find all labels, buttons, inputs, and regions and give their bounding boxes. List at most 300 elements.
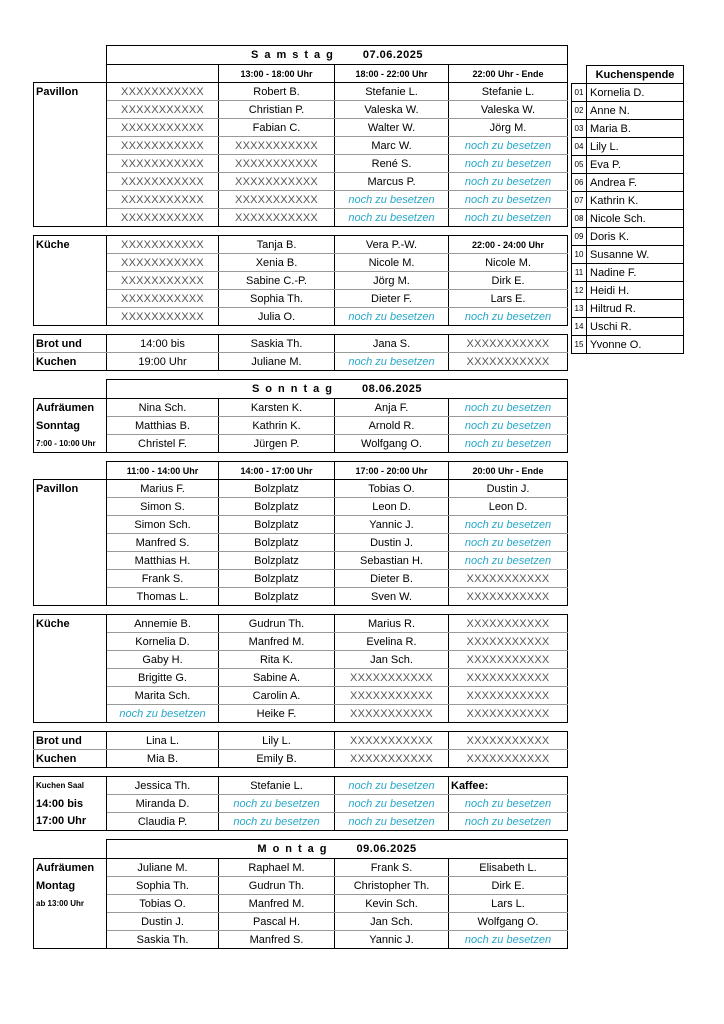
shift-cell: Bolzplatz xyxy=(219,588,335,606)
time-header: 11:00 - 14:00 Uhr xyxy=(107,462,219,480)
shift-cell: Matthias H. xyxy=(107,552,219,570)
time-header: 14:00 - 17:00 Uhr xyxy=(219,462,335,480)
aufraeumen-row xyxy=(34,913,568,931)
shift-cell: noch zu besetzen xyxy=(449,209,568,227)
shift-cell: Christel F. xyxy=(107,435,219,453)
kaffee-label: Kaffee: xyxy=(449,777,568,795)
shift-cell: Christopher Th. xyxy=(335,877,449,895)
entry-name: Eva P. xyxy=(587,156,684,174)
spacer xyxy=(34,723,568,732)
row-label xyxy=(34,651,107,669)
shift-cell: Jan Sch. xyxy=(335,913,449,931)
shift-cell: noch zu besetzen xyxy=(449,516,568,534)
kueche-row xyxy=(34,290,568,308)
saturday-title-row xyxy=(34,46,568,65)
shift-cell: XXXXXXXXXXX xyxy=(107,236,219,254)
shift-cell: 14:00 bis xyxy=(107,335,219,353)
shift-cell: noch zu besetzen xyxy=(335,813,449,831)
entry-number: 02 xyxy=(572,102,587,120)
row-label: 17:00 Uhr xyxy=(34,813,107,831)
kuchenspende-row xyxy=(572,192,684,210)
shift-cell: Kathrin K. xyxy=(219,417,335,435)
shift-cell: noch zu besetzen xyxy=(449,191,568,209)
shift-cell: Nina Sch. xyxy=(107,399,219,417)
shift-cell: noch zu besetzen xyxy=(449,155,568,173)
shift-cell: Kornelia D. xyxy=(107,633,219,651)
shift-cell: noch zu besetzen xyxy=(335,795,449,813)
shift-cell: Jörg M. xyxy=(449,119,568,137)
aufraeumen-row xyxy=(34,877,568,895)
shift-cell: XXXXXXXXXXX xyxy=(449,353,568,371)
time-header-row xyxy=(34,462,568,480)
shift-cell: Jürgen P. xyxy=(219,435,335,453)
entry-name: Maria B. xyxy=(587,120,684,138)
row-label: Brot und xyxy=(34,335,107,353)
shift-cell: XXXXXXXXXXX xyxy=(449,633,568,651)
shift-cell: XXXXXXXXXXX xyxy=(335,732,449,750)
monday-title-row xyxy=(34,840,568,859)
shift-cell: XXXXXXXXXXX xyxy=(449,669,568,687)
shift-cell: XXXXXXXXXXX xyxy=(107,173,219,191)
kuchenspende-row xyxy=(572,318,684,336)
row-label: Küche xyxy=(34,615,107,633)
kueche-row xyxy=(34,272,568,290)
shift-cell: noch zu besetzen xyxy=(449,931,568,949)
kueche-row xyxy=(34,615,568,633)
shift-cell: Pascal H. xyxy=(219,913,335,931)
shift-cell: Valeska W. xyxy=(335,101,449,119)
row-label: Pavillon xyxy=(34,480,107,498)
row-label xyxy=(34,308,107,326)
day-name: Samstag xyxy=(251,49,339,61)
kuchenspende-row xyxy=(572,138,684,156)
shift-cell: noch zu besetzen xyxy=(449,534,568,552)
shift-cell: Miranda D. xyxy=(107,795,219,813)
shift-cell: Dustin J. xyxy=(449,480,568,498)
shift-cell: Tobias O. xyxy=(107,895,219,913)
shift-cell: Dieter B. xyxy=(335,570,449,588)
shift-cell: Walter W. xyxy=(335,119,449,137)
entry-number: 06 xyxy=(572,174,587,192)
row-label: Brot und xyxy=(34,732,107,750)
shift-cell: noch zu besetzen xyxy=(335,209,449,227)
row-label xyxy=(34,705,107,723)
shift-cell: XXXXXXXXXXX xyxy=(107,101,219,119)
row-label xyxy=(34,254,107,272)
shift-cell: Rita K. xyxy=(219,651,335,669)
shift-cell: XXXXXXXXXXX xyxy=(335,750,449,768)
spacer xyxy=(34,326,568,335)
shift-cell: Tobias O. xyxy=(335,480,449,498)
spacer xyxy=(34,831,568,840)
shift-cell: Frank S. xyxy=(107,570,219,588)
row-label: Kuchen Saal xyxy=(34,777,107,795)
shift-cell: Gudrun Th. xyxy=(219,615,335,633)
shift-cell: XXXXXXXXXXX xyxy=(107,155,219,173)
row-label: ab 13:00 Uhr xyxy=(34,895,107,913)
shift-cell: Marius F. xyxy=(107,480,219,498)
day-title xyxy=(107,46,568,65)
entry-number: 04 xyxy=(572,138,587,156)
shift-cell: Vera P.-W. xyxy=(335,236,449,254)
pavillon-row xyxy=(34,83,568,101)
row-label: Kuchen xyxy=(34,353,107,371)
shift-cell: Raphael M. xyxy=(219,859,335,877)
shift-cell: Tanja B. xyxy=(219,236,335,254)
row-label: 14:00 bis xyxy=(34,795,107,813)
shift-cell: noch zu besetzen xyxy=(335,191,449,209)
row-label xyxy=(34,290,107,308)
shift-cell: Gudrun Th. xyxy=(219,877,335,895)
time-header: 13:00 - 18:00 Uhr xyxy=(219,65,335,83)
shift-cell: Yannic J. xyxy=(335,516,449,534)
shift-cell: Yannic J. xyxy=(335,931,449,949)
shift-cell: XXXXXXXXXXX xyxy=(107,254,219,272)
shift-cell: Lars L. xyxy=(449,895,568,913)
spacer xyxy=(34,831,568,840)
entry-number: 08 xyxy=(572,210,587,228)
shift-cell: noch zu besetzen xyxy=(449,813,568,831)
row-label xyxy=(34,137,107,155)
row-label: Montag xyxy=(34,877,107,895)
entry-number: 14 xyxy=(572,318,587,336)
shift-cell: XXXXXXXXXXX xyxy=(449,570,568,588)
shift-cell: noch zu besetzen xyxy=(449,173,568,191)
shift-cell: Stefanie L. xyxy=(335,83,449,101)
entry-name: Uschi R. xyxy=(587,318,684,336)
kuchenspende-row xyxy=(572,120,684,138)
spacer xyxy=(34,768,568,777)
kueche-row xyxy=(34,254,568,272)
entry-name: Hiltrud R. xyxy=(587,300,684,318)
day-title xyxy=(107,840,568,859)
shift-cell: Saskia Th. xyxy=(107,931,219,949)
shift-cell: XXXXXXXXXXX xyxy=(219,137,335,155)
saal-row xyxy=(34,813,568,831)
spacer xyxy=(34,326,568,335)
entry-number: 10 xyxy=(572,246,587,264)
schedule xyxy=(33,45,568,949)
shift-cell: Emily B. xyxy=(219,750,335,768)
spacer xyxy=(34,453,568,462)
shift-cell: XXXXXXXXXXX xyxy=(219,191,335,209)
shift-cell: Sven W. xyxy=(335,588,449,606)
row-label xyxy=(34,913,107,931)
shift-cell: Thomas L. xyxy=(107,588,219,606)
shift-cell: XXXXXXXXXXX xyxy=(219,155,335,173)
kueche-row xyxy=(34,687,568,705)
shift-cell: XXXXXXXXXXX xyxy=(449,687,568,705)
day-date: 09.06.2025 xyxy=(356,843,417,855)
pavillon-row xyxy=(34,191,568,209)
aufraeumen-row xyxy=(34,417,568,435)
shift-cell: noch zu besetzen xyxy=(449,552,568,570)
row-label: 7:00 - 10:00 Uhr xyxy=(34,435,107,453)
shift-cell: Jan Sch. xyxy=(335,651,449,669)
pavillon-row xyxy=(34,480,568,498)
shift-cell: Leon D. xyxy=(449,498,568,516)
shift-cell: noch zu besetzen xyxy=(449,417,568,435)
day-date: 07.06.2025 xyxy=(362,49,423,61)
entry-number: 05 xyxy=(572,156,587,174)
pavillon-row xyxy=(34,101,568,119)
title-spacer xyxy=(34,840,107,859)
entry-name: Heidi H. xyxy=(587,282,684,300)
shift-cell: Sebastian H. xyxy=(335,552,449,570)
shift-cell: noch zu besetzen xyxy=(107,705,219,723)
shift-cell: Lily L. xyxy=(219,732,335,750)
shift-cell: Sabine C.-P. xyxy=(219,272,335,290)
row-label xyxy=(34,498,107,516)
shift-cell: noch zu besetzen xyxy=(335,353,449,371)
shift-cell: XXXXXXXXXXX xyxy=(449,732,568,750)
time-header: 20:00 Uhr - Ende xyxy=(449,462,568,480)
schedule-table xyxy=(33,45,568,949)
shift-cell: XXXXXXXXXXX xyxy=(107,290,219,308)
kuchenspende-table xyxy=(571,65,684,354)
brot-row xyxy=(34,335,568,353)
kueche-row xyxy=(34,669,568,687)
time-spacer xyxy=(34,462,107,480)
kuchenspende-row xyxy=(572,102,684,120)
kuchenspende-row xyxy=(572,210,684,228)
shift-cell: Bolzplatz xyxy=(219,516,335,534)
shift-cell: Stefanie L. xyxy=(449,83,568,101)
shift-cell: XXXXXXXXXXX xyxy=(219,173,335,191)
entry-name: Kornelia D. xyxy=(587,84,684,102)
pavillon-row xyxy=(34,137,568,155)
shift-cell: Carolin A. xyxy=(219,687,335,705)
shift-cell: Marcus P. xyxy=(335,173,449,191)
kuchenspende-row xyxy=(572,156,684,174)
day-name: Sonntag xyxy=(251,383,338,395)
shift-cell: XXXXXXXXXXX xyxy=(107,209,219,227)
row-label xyxy=(34,633,107,651)
shift-cell: Bolzplatz xyxy=(219,480,335,498)
shift-cell: Evelina R. xyxy=(335,633,449,651)
shift-cell: XXXXXXXXXXX xyxy=(335,687,449,705)
shift-cell: 22:00 - 24:00 Uhr xyxy=(449,236,568,254)
time-spacer xyxy=(34,65,107,83)
kueche-row xyxy=(34,308,568,326)
row-label xyxy=(34,534,107,552)
shift-cell: Manfred M. xyxy=(219,895,335,913)
spacer xyxy=(34,606,568,615)
row-label xyxy=(34,191,107,209)
shift-cell: Kevin Sch. xyxy=(335,895,449,913)
entry-name: Doris K. xyxy=(587,228,684,246)
shift-cell: Dirk E. xyxy=(449,272,568,290)
shift-cell: Anja F. xyxy=(335,399,449,417)
pavillon-row xyxy=(34,155,568,173)
kueche-row xyxy=(34,705,568,723)
kueche-row xyxy=(34,633,568,651)
shift-cell: noch zu besetzen xyxy=(449,795,568,813)
shift-cell: Fabian C. xyxy=(219,119,335,137)
shift-cell: XXXXXXXXXXX xyxy=(107,308,219,326)
shift-cell: Arnold R. xyxy=(335,417,449,435)
spacer xyxy=(34,227,568,236)
kuchenspende-row xyxy=(572,228,684,246)
shift-cell: Jana S. xyxy=(335,335,449,353)
pavillon-row xyxy=(34,534,568,552)
shift-cell: Julia O. xyxy=(219,308,335,326)
pavillon-row xyxy=(34,588,568,606)
shift-cell: Brigitte G. xyxy=(107,669,219,687)
shift-cell: Christian P. xyxy=(219,101,335,119)
shift-cell: Manfred S. xyxy=(219,931,335,949)
shift-cell: Nicole M. xyxy=(335,254,449,272)
shift-cell: Simon Sch. xyxy=(107,516,219,534)
row-label: Aufräumen xyxy=(34,859,107,877)
row-label xyxy=(34,687,107,705)
brot-row xyxy=(34,750,568,768)
shift-cell: Annemie B. xyxy=(107,615,219,633)
shift-cell: Dustin J. xyxy=(335,534,449,552)
kuchenspende-row xyxy=(572,264,684,282)
entry-name: Kathrin K. xyxy=(587,192,684,210)
aufraeumen-row xyxy=(34,435,568,453)
shift-cell: Robert B. xyxy=(219,83,335,101)
kueche-row xyxy=(34,236,568,254)
shift-cell: XXXXXXXXXXX xyxy=(335,669,449,687)
pavillon-row xyxy=(34,498,568,516)
shift-cell: noch zu besetzen xyxy=(449,137,568,155)
shift-cell: Dustin J. xyxy=(107,913,219,931)
shift-cell: Sophia Th. xyxy=(107,877,219,895)
row-label: Küche xyxy=(34,236,107,254)
row-label xyxy=(34,570,107,588)
shift-cell: XXXXXXXXXXX xyxy=(449,615,568,633)
row-label: Kuchen xyxy=(34,750,107,768)
shift-cell: XXXXXXXXXXX xyxy=(449,335,568,353)
entry-number: 09 xyxy=(572,228,587,246)
pavillon-row xyxy=(34,173,568,191)
aufraeumen-row xyxy=(34,399,568,417)
shift-cell: Stefanie L. xyxy=(219,777,335,795)
shift-cell: noch zu besetzen xyxy=(219,813,335,831)
row-label xyxy=(34,552,107,570)
spacer xyxy=(34,768,568,777)
shift-cell: XXXXXXXXXXX xyxy=(107,191,219,209)
kuchenspende-row xyxy=(572,246,684,264)
aufraeumen-row xyxy=(34,859,568,877)
shift-cell: noch zu besetzen xyxy=(219,795,335,813)
title-spacer xyxy=(34,46,107,65)
kueche-row xyxy=(34,651,568,669)
shift-cell: Nicole M. xyxy=(449,254,568,272)
shift-cell: noch zu besetzen xyxy=(449,435,568,453)
time-header-row xyxy=(34,65,568,83)
shift-cell: Mia B. xyxy=(107,750,219,768)
entry-number: 03 xyxy=(572,120,587,138)
shift-cell: Manfred M. xyxy=(219,633,335,651)
shift-cell: Lina L. xyxy=(107,732,219,750)
entry-number: 13 xyxy=(572,300,587,318)
shift-cell: Karsten K. xyxy=(219,399,335,417)
entry-name: Susanne W. xyxy=(587,246,684,264)
day-name: Montag xyxy=(257,843,333,855)
spacer xyxy=(34,453,568,462)
entry-number: 01 xyxy=(572,84,587,102)
shift-cell: XXXXXXXXXXX xyxy=(449,588,568,606)
spacer xyxy=(34,227,568,236)
pavillon-row xyxy=(34,119,568,137)
shift-cell: Elisabeth L. xyxy=(449,859,568,877)
row-label: Aufräumen xyxy=(34,399,107,417)
shift-cell: XXXXXXXXXXX xyxy=(107,137,219,155)
shift-cell: XXXXXXXXXXX xyxy=(107,83,219,101)
shift-cell: Heike F. xyxy=(219,705,335,723)
shift-cell: Claudia P. xyxy=(107,813,219,831)
title-spacer xyxy=(34,380,107,399)
entry-name: Lily L. xyxy=(587,138,684,156)
kuchenspende-row xyxy=(572,84,684,102)
shift-cell: Marita Sch. xyxy=(107,687,219,705)
brot-row xyxy=(34,732,568,750)
entry-name: Anne N. xyxy=(587,102,684,120)
shift-cell: noch zu besetzen xyxy=(335,308,449,326)
shift-cell: Dieter F. xyxy=(335,290,449,308)
shift-cell: Bolzplatz xyxy=(219,552,335,570)
aufraeumen-row xyxy=(34,895,568,913)
shift-cell: XXXXXXXXXXX xyxy=(449,651,568,669)
day-title xyxy=(107,380,568,399)
spacer xyxy=(34,723,568,732)
shift-cell: noch zu besetzen xyxy=(335,777,449,795)
kuchenspende-row xyxy=(572,336,684,354)
shift-cell: Gaby H. xyxy=(107,651,219,669)
row-label xyxy=(34,588,107,606)
time-empty xyxy=(107,65,219,83)
shift-cell: Simon S. xyxy=(107,498,219,516)
aufraeumen-row xyxy=(34,931,568,949)
entry-name: Andrea F. xyxy=(587,174,684,192)
pavillon-row xyxy=(34,570,568,588)
entry-number: 15 xyxy=(572,336,587,354)
row-label: Pavillon xyxy=(34,83,107,101)
shift-cell: XXXXXXXXXXX xyxy=(335,705,449,723)
row-label xyxy=(34,669,107,687)
shift-cell: Bolzplatz xyxy=(219,534,335,552)
shift-cell: Sabine A. xyxy=(219,669,335,687)
row-label xyxy=(34,272,107,290)
shift-cell: Manfred S. xyxy=(107,534,219,552)
pavillon-row xyxy=(34,516,568,534)
shift-cell: René S. xyxy=(335,155,449,173)
shift-cell: Leon D. xyxy=(335,498,449,516)
shift-cell: noch zu besetzen xyxy=(449,399,568,417)
shift-cell: Valeska W. xyxy=(449,101,568,119)
row-label xyxy=(34,119,107,137)
shift-cell: Wolfgang O. xyxy=(449,913,568,931)
time-header: 22:00 Uhr - Ende xyxy=(449,65,568,83)
shift-cell: XXXXXXXXXXX xyxy=(449,750,568,768)
shift-cell: Juliane M. xyxy=(219,353,335,371)
row-label xyxy=(34,101,107,119)
row-label: Sonntag xyxy=(34,417,107,435)
shift-cell: Xenia B. xyxy=(219,254,335,272)
shift-cell: Lars E. xyxy=(449,290,568,308)
day-date: 08.06.2025 xyxy=(361,383,423,395)
shift-cell: XXXXXXXXXXX xyxy=(449,705,568,723)
shift-cell: noch zu besetzen xyxy=(449,308,568,326)
shift-cell: Saskia Th. xyxy=(219,335,335,353)
entry-name: Yvonne O. xyxy=(587,336,684,354)
shift-cell: Dirk E. xyxy=(449,877,568,895)
time-header: 18:00 - 22:00 Uhr xyxy=(335,65,449,83)
pavillon-row xyxy=(34,209,568,227)
